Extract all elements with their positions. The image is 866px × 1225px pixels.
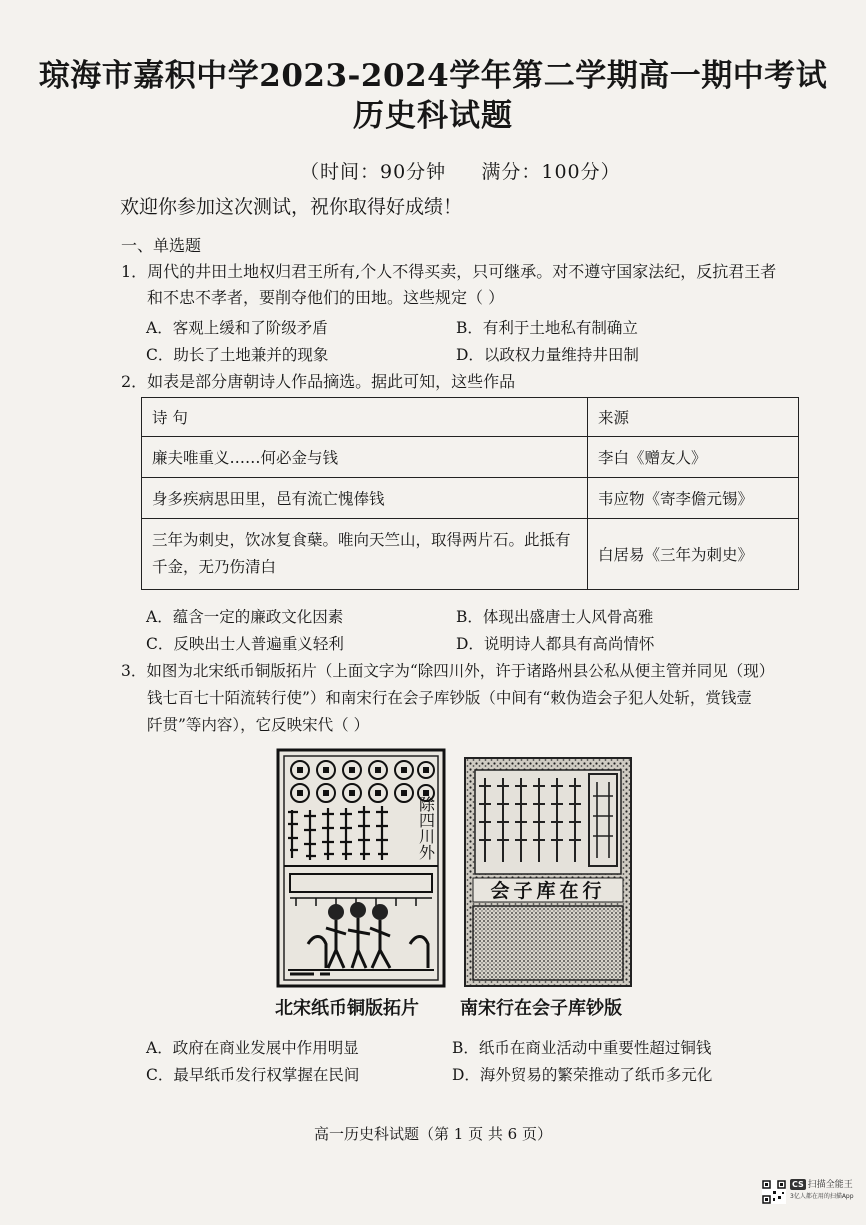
welcome-text: 欢迎你参加这次测试，祝你取得好成绩！ <box>120 196 463 218</box>
south-song-plate-drawing <box>463 756 633 988</box>
question-1-option-b: B．有利于土地私有制确立 <box>456 319 638 337</box>
question-1-option-d: D．以政权力量维持井田制 <box>456 346 639 364</box>
right-figure-caption: 南宋行在会子库钞版 <box>460 998 622 1019</box>
table-cell-poem: 三年为刺史，饮冰复食蘖。唯向天竺山，取得两片石。此抵有千金，无乃伤清白 <box>142 519 588 590</box>
question-2-stem: 2．如表是部分唐朝诗人作品摘选。据此可知，这些作品 <box>121 372 516 391</box>
exam-title-line2: 历史科试题 <box>353 98 513 134</box>
question-3-option-d: D．海外贸易的繁荣推动了纸币多元化 <box>452 1066 713 1084</box>
table-header-source: 来源 <box>588 398 799 437</box>
scanner-subtitle: 3亿人都在用的扫描App <box>790 1193 854 1200</box>
question-3-option-b: B．纸币在商业活动中重要性超过铜钱 <box>452 1039 712 1057</box>
left-plate-text: 除四川外 <box>416 796 436 860</box>
table-row <box>142 478 799 519</box>
question-3-line2: 钱七百七十陌流转行使”）和南宋行在会子库钞版（中间有“敕伪造会子犯人处斩，赏钱壹 <box>147 689 752 707</box>
question-1-option-c: C．助长了土地兼并的现象 <box>146 346 329 364</box>
question-2-option-b: B．体现出盛唐士人风骨高雅 <box>456 608 654 626</box>
south-song-plate-image <box>463 756 633 988</box>
table-header-row <box>142 398 799 437</box>
question-1-line2: 和不忠不孝者，要削夺他们的田地。这些规定（ ） <box>147 288 505 307</box>
question-2-option-c: C．反映出士人普遍重义轻利 <box>146 635 344 653</box>
table-cell-poem: 身多疾病思田里，邑有流亡愧俸钱 <box>142 478 588 519</box>
question-2-option-a: A．蕴含一定的廉政文化因素 <box>146 608 344 626</box>
scanner-watermark <box>790 1179 854 1202</box>
question-3-line1: 3．如图为北宋纸币铜版拓片（上面文字为“除四川外，许于诸路州县公私从便主管并同见（现） <box>121 662 775 680</box>
scanner-logo-icon: CS <box>792 1180 804 1189</box>
question-3-line3: 阡贯”等内容），它反映宋代（ ） <box>147 716 370 734</box>
qr-code-icon <box>762 1180 786 1204</box>
table-cell-source: 李白《赠友人》 <box>588 437 799 478</box>
poems-table <box>141 397 799 590</box>
exam-time-info: （时间：90分钟 满分：100分） <box>300 161 621 183</box>
exam-title-line1: 琼海市嘉积中学2023-2024学年第二学期高一期中考试 <box>38 58 828 94</box>
table-row <box>142 519 799 590</box>
table-cell-poem: 廉夫唯重义……何必金与钱 <box>142 437 588 478</box>
page-footer: 高一历史科试题（第 1 页 共 6 页） <box>314 1125 552 1143</box>
table-cell-source: 白居易《三年为刺史》 <box>588 519 799 590</box>
scanner-brand: 扫描全能王 <box>807 1180 853 1190</box>
question-1-option-a: A．客观上缓和了阶级矛盾 <box>146 319 328 337</box>
left-figure-caption: 北宋纸币铜版拓片 <box>275 998 419 1019</box>
right-plate-text: 会子库在行 <box>490 880 606 902</box>
north-song-plate-drawing <box>276 748 446 988</box>
question-1-line1: 1．周代的井田土地权归君王所有,个人不得买卖，只可继承。对不遵守国家法纪，反抗君王者 <box>121 262 777 281</box>
question-3-option-c: C．最早纸币发行权掌握在民间 <box>146 1066 360 1084</box>
north-song-plate-image <box>276 748 446 988</box>
section-title: 一、单选题 <box>121 236 202 255</box>
table-header-poem: 诗 句 <box>142 398 588 437</box>
table-cell-source: 韦应物《寄李儋元锡》 <box>588 478 799 519</box>
table-row <box>142 437 799 478</box>
question-2-option-d: D．说明诗人都具有高尚情怀 <box>456 635 655 653</box>
question-3-option-a: A．政府在商业发展中作用明显 <box>146 1039 359 1057</box>
